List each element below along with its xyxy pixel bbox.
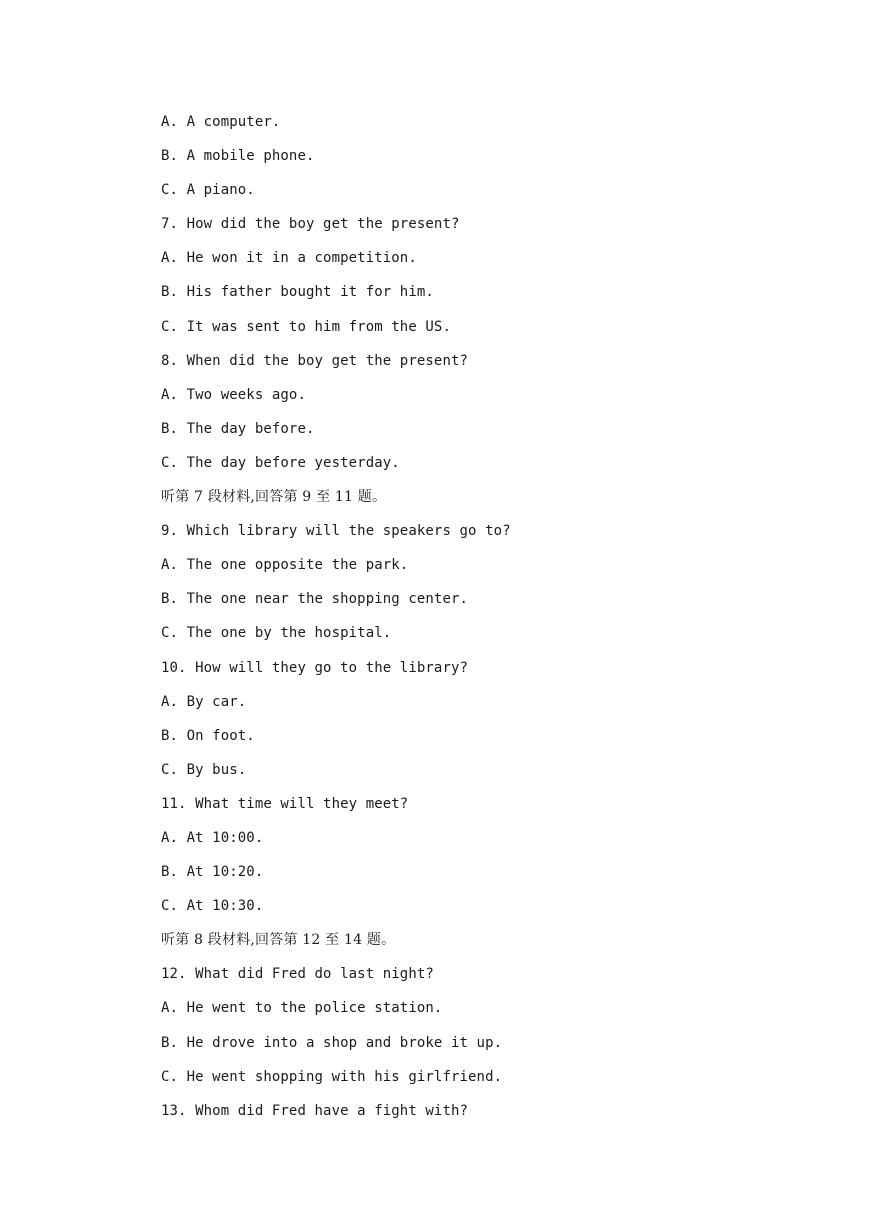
option-10b: B. On foot. [161,727,255,744]
section-heading-7: 听第 7 段材料,回答第 9 至 11 题。 [161,489,387,506]
option-8c: C. The day before yesterday. [161,454,400,471]
option-8b: B. The day before. [161,420,315,437]
option-6a: A. A computer. [161,114,281,130]
question-13: 13. Whom did Fred have a fight with? [161,1102,469,1119]
option-12a: A. He went to the police station. [161,1000,443,1017]
question-8: 8. When did the boy get the present? [161,352,469,369]
option-9c: C. The one by the hospital. [161,625,392,642]
option-11b: B. At 10:20. [161,864,264,881]
question-7: 7. How did the boy get the present? [161,216,460,233]
option-9a: A. The one opposite the park. [161,557,409,574]
option-11a: A. At 10:00. [161,829,264,846]
question-10: 10. How will they go to the library? [161,659,469,676]
option-8a: A. Two weeks ago. [161,386,306,403]
question-list [161,112,781,1135]
question-12: 12. What did Fred do last night? [161,966,434,983]
option-7c: C. It was sent to him from the US. [161,318,451,335]
option-12c: C. He went shopping with his girlfriend. [161,1068,503,1085]
option-12b: B. He drove into a shop and broke it up. [161,1034,503,1051]
option-10a: A. By car. [161,693,247,710]
option-11c: C. At 10:30. [161,898,264,915]
option-7b: B. His father bought it for him. [161,284,434,301]
option-9b: B. The one near the shopping center. [161,591,469,608]
option-7a: A. He won it in a competition. [161,250,417,267]
option-6b: B. A mobile phone. [161,148,315,165]
question-11: 11. What time will they meet? [161,795,409,812]
question-9: 9. Which library will the speakers go to? [161,523,511,540]
option-10c: C. By bus. [161,761,247,778]
section-heading-8: 听第 8 段材料,回答第 12 至 14 题。 [161,932,396,949]
option-6c: C. A piano. [161,182,255,199]
